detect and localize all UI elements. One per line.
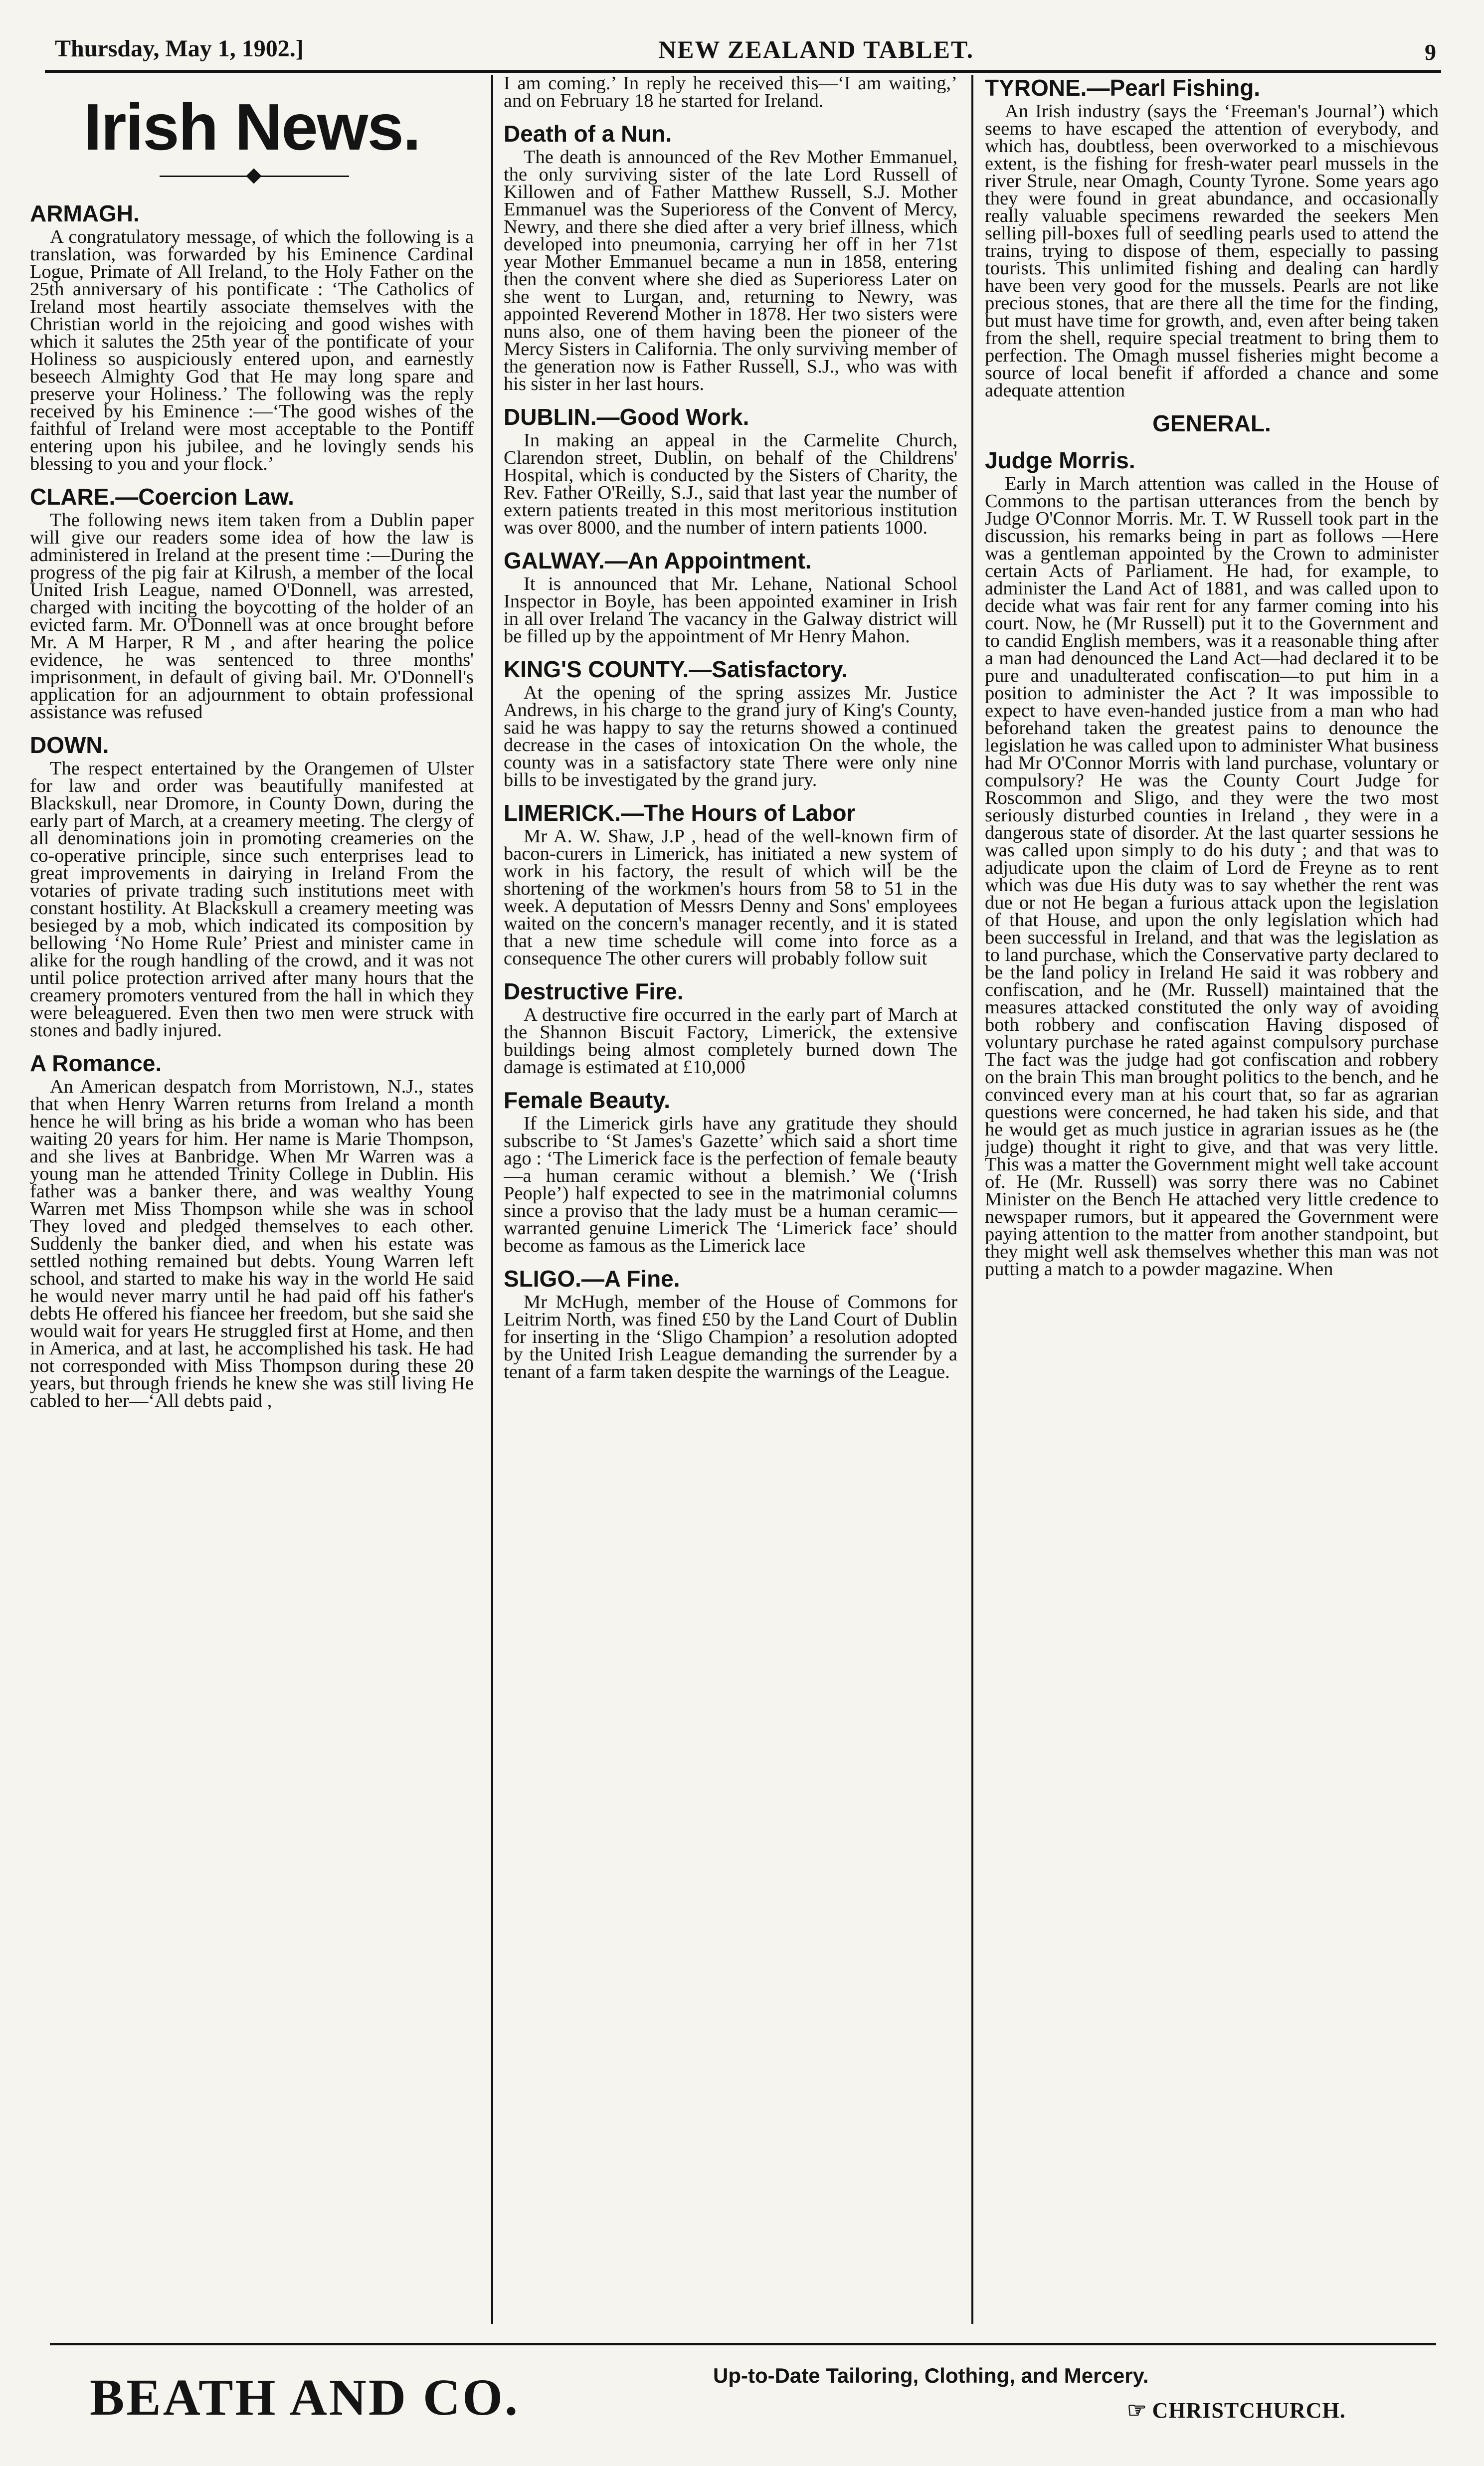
advertiser-tagline: Up-to-Date Tailoring, Clothing, and Mercery. — [713, 2364, 1149, 2387]
advertisement-footer — [50, 2349, 1436, 2449]
column-divider — [971, 75, 973, 2324]
article-body: I am coming.’ In reply he received this—‘I am waiting,’ and on February 18 he started for Ireland. — [504, 75, 957, 111]
column-2 — [504, 75, 957, 2334]
article-heading: CLARE.—Coercion Law. — [30, 484, 294, 510]
article-body: A destructive fire occurred in the early part of March at the Shannon Biscuit Factory, Limerick, the extensive buildings being almost completely burned down The damage is estimated at £10,000 — [504, 1004, 957, 1078]
article-heading: KING'S COUNTY.—Satisfactory. — [504, 656, 848, 682]
advertiser-name: BEATH AND CO. — [90, 2369, 520, 2426]
article-heading: ARMAGH. — [30, 200, 140, 226]
article-heading: GENERAL. — [1152, 410, 1271, 436]
footer-rule — [50, 2343, 1436, 2345]
article-body: A congratulatory message, of which the following is a translation, was forwarded by his Eminence Cardinal Logue, Primate of All Ireland, to the Holy Father on the 25th anniversary of his pontificate : ‘The Catholics of Ireland most heartily associate themselves with the Christian world in the rejoicing and good wishes with which it salutes the 25th year of the pontificate of your Holiness so auspiciously entered upon, and earnestly beseech Almighty God that He may long spare and preserve your Holiness.’ The following was the reply received by his Eminence :—‘The good wishes of the faithful of Ireland were most acceptable to the Pontiff entering upon his jubilee, and he lovingly sends his blessing to you and your flock.’ — [30, 226, 474, 474]
advertiser-city — [1127, 2398, 1346, 2423]
section-title: Irish News. — [83, 90, 420, 164]
article-body: At the opening of the spring assizes Mr. Justice Andrews, in his charge to the grand jury of King's County, said he was happy to say the returns showed a continued decrease in the cases of intoxication On the whole, the county was in a satisfactory state There were only nine bills to be investigated by the grand jury. — [504, 682, 957, 790]
pointing-hand-icon: ☞ — [1127, 2398, 1147, 2423]
article-heading: SLIGO.—A Fine. — [504, 1266, 680, 1292]
article-heading: DUBLIN.—Good Work. — [504, 404, 749, 430]
page-number: 9 — [1425, 39, 1436, 65]
article-body: In making an appeal in the Carmelite Church, Clarendon street, Dublin, on behalf of the Childrens' Hospital, which is conducted by the Sisters of Charity, the Rev. Father O'Reilly, S.J., said that last year the number of extern patients treated in this most meritorious institution was over 8000, and the number of intern patients 1000. — [504, 430, 957, 538]
header-rule — [45, 70, 1441, 73]
article-heading: Death of a Nun. — [504, 121, 672, 147]
article-body: It is announced that Mr. Lehane, National School Inspector in Boyle, has been appointed examiner in Irish in all over Ireland The vacancy in the Galway district will be filled up by the appointment of Mr Henry Mahon. — [504, 573, 957, 647]
article-heading: Destructive Fire. — [504, 978, 684, 1004]
article-heading: A Romance. — [30, 1050, 162, 1076]
article-body: An American despatch from Morristown, N.J., states that when Henry Warren returns from Ireland a month hence he will bring as his bride a woman who has been waiting 20 years for him. Her name is Marie Thompson, and she lives at Banbridge. When Mr Warren was a young man he attended Trinity College in Dublin. His father was a banker there, and was wealthy Young Warren met Miss Thompson while she was in school They loved and pledged themselves to each other. Suddenly the banker died, and when his estate was settled nothing remained but debts. Young Warren left school, and started to make his way in the world He said he would never marry until he had paid off his father's debts He offered his fiancee her freedom, but she said she would wait for years He struggled first at Home, and then in America, and at last, he accomplished his task. He had not corresponded with Miss Thompson during these 20 years, but through friends he knew she was still living He cabled to her—‘All debts paid , — [30, 1076, 474, 1411]
article-body: Mr McHugh, member of the House of Commons for Leitrim North, was fined £50 by the Land Court of Dublin for inserting in the ‘Sligo Champion’ a resolution adopted by the United Irish League demanding the surrender by a tenant of a farm taken despite the warnings of the League. — [504, 1292, 957, 1382]
article-heading: Female Beauty. — [504, 1087, 671, 1113]
article-body: The death is announced of the Rev Mother Emmanuel, the only surviving sister of the late Lord Russell of Killowen and of Father Matthew Russell, S.J. Mother Emmanuel was the Superioress of the Convent of Mercy, Newry, and there she died after a very brief illness, which developed into pneumonia, carrying her off in her 71st year Mother Emmanuel became a nun in 1858, entering then the convent where she died as Superioress Later on she went to Lurgan, and, returning to Newry, was appointed Reverend Mother in 1878. Her two sisters were nuns also, one of them having been the pioneer of the Mercy Sisters in California. The only surviving member of the generation now is Father Russell, S.J., who was with his sister in her last hours. — [504, 147, 957, 394]
article-heading: TYRONE.—Pearl Fishing. — [985, 75, 1261, 101]
article-body: The respect entertained by the Orangemen of Ulster for law and order was beautifully manifested at Blackskull, near Dromore, in County Down, during the early part of March, at a creamery meeting. The clergy of all denominations join in promoting creameries on the co-operative principle, since such enterprises lead to great improvements in dairying in Ireland From the votaries of private trading such institutions meet with constant hostility. At Blackskull a creamery meeting was besieged by a mob, which indicated its composition by bellowing ‘No Home Rule’ Priest and minister came in alike for the rough handling of the crowd, and it was not until police protection arrived after many hours that the creamery promoters ventured from the hall in which they were beleaguered. Even then two men were struck with stones and badly injured. — [30, 758, 474, 1041]
issue-date: Thursday, May 1, 1902.] — [55, 35, 304, 62]
article-heading: DOWN. — [30, 732, 109, 758]
article-body: Mr A. W. Shaw, J.P , head of the well-known firm of bacon-curers in Limerick, has initiated a new system of work in his factory, the result of which will be the shortening of the workmen's hours from 58 to 51 in the week. A deputation of Messrs Denny and Sons' employees waited on the concern's manager recently, and it is stated that a new time schedule will come into force as a consequence The other curers will probably follow suit — [504, 826, 957, 969]
article-heading: Judge Morris. — [985, 447, 1135, 473]
article-body: If the Limerick girls have any gratitude they should subscribe to ‘St James's Gazette’ which said a short time ago : ‘The Limerick face is the perfection of female beauty—a human ceramic without a blemish.’ We (‘Irish People’) half expected to see in the matrimonial columns since a proviso that the lady must be a human ceramic—warranted genuine Limerick The ‘Limerick face’ should become as famous as the Limerick lace — [504, 1113, 957, 1256]
column-3 — [985, 75, 1439, 2334]
title-ornament — [30, 165, 474, 190]
article-body: Early in March attention was called in the House of Commons to the partisan utterances from the bench by Judge O'Connor Morris. Mr. T. W Russell took part in the discussion, his remarks being in part as follows —Here was a gentleman appointed by the Crown to administer certain Acts of Parliament. He had, for example, to administer the Land Act of 1881, and was called upon to decide what was fair rent for any farmer coming into his court. Now, he (Mr Russell) put it to the Government and to candid English members, was it a reasonable thing after a man had denounced the Land Act—had declared it to be pure and unadulterated confiscation—to put him in a position to administer the Act ? It was impossible to expect to have even-handed justice from a man who had beforehand taken the greatest pains to denounce the legislation he was called upon to administer What business had Mr O'Connor Morris with land purchase, voluntary or compulsory? He was the County Court Judge for Roscommon and Sligo, and they were the two most seriously disturbed counties in Ireland , they were in a dangerous state of disorder. At the last quarter sessions he was called upon simply to do his duty ; and that was to adjudicate upon the claim of Lord de Freyne as to rent which was due His duty was to say whether the rent was due or not He began a furious attack upon the legislation of that House, and upon the only legislation which had been successful in Ireland, and that was the legislation as to land purchase, which the Conservative party declared to be the land policy in Ireland He said it was robbery and confiscation, and he (Mr. Russell) maintained that the measures attacked constituted the only way of avoiding both robbery and confiscation Having disposed of voluntary purchase he rated against compulsory purchase The fact was the judge had got confiscation and robbery on the brain This man brought politics to the bench, and he convinced every man at his court that, so far as agrarian questions were concerned, he had taken his side, and that he would get as much justice in agrarian issues as he (the judge) thought it right to give, and that was very little. This was a matter the Government might well take account of. He (Mr. Russell) was sorry there was no Cabinet Minister on the Bench He attached very little credence to newspaper rumors, but it appeared the Government were paying attention to the matter from another standpoint, but they might well ask themselves whether this man was not putting a match to a powder magazine. When — [985, 473, 1439, 1280]
page-header — [45, 27, 1441, 72]
column-1 — [30, 75, 479, 2334]
city-text: CHRISTCHURCH. — [1152, 2398, 1346, 2423]
article-heading: LIMERICK.—The Hours of Labor — [504, 800, 856, 826]
article-body: The following news item taken from a Dublin paper will give our readers some idea of how the law is administered in Ireland at the present time :—During the progress of the pig fair at Kilrush, a member of the local United Irish League, named O'Donnell, was arrested, charged with inciting the boycotting of the holder of an evicted farm. Mr. O'Donnell was at once brought before Mr. A M Harper, R M , and after hearing the police evidence, he was sentenced to three months' imprisonment, in default of giving bail. Mr. O'Donnell's application for an adjournment to obtain professional assistance was refused — [30, 510, 474, 723]
column-divider — [491, 75, 493, 2324]
article-heading: GALWAY.—An Appointment. — [504, 548, 812, 573]
newspaper-title: NEW ZEALAND TABLET. — [658, 35, 974, 63]
article-body: An Irish industry (says the ‘Freeman's Journal’) which seems to have escaped the attention of everybody, and which has, doubtless, been overworked to a mischievous extent, is the fishing for fresh-water pearl mussels in the river Strule, near Omagh, County Tyrone. Some years ago they were found in great abundance, and occasionally really valuable specimens rewarded the seekers Men selling pill-boxes full of seedling pearls used to attend the trains, trying to dispose of them, especially to passing tourists. This unlimited fishing and dealing can hardly have been very good for the mussels. Pearls are not like precious stones, that are there all the time for the finding, but must have time for growth, and, even after being taken from the shell, require special treatment to bring them to perfection. The Omagh mussel fisheries might become a source of local benefit if afforded a chance and some adequate attention — [985, 101, 1439, 401]
